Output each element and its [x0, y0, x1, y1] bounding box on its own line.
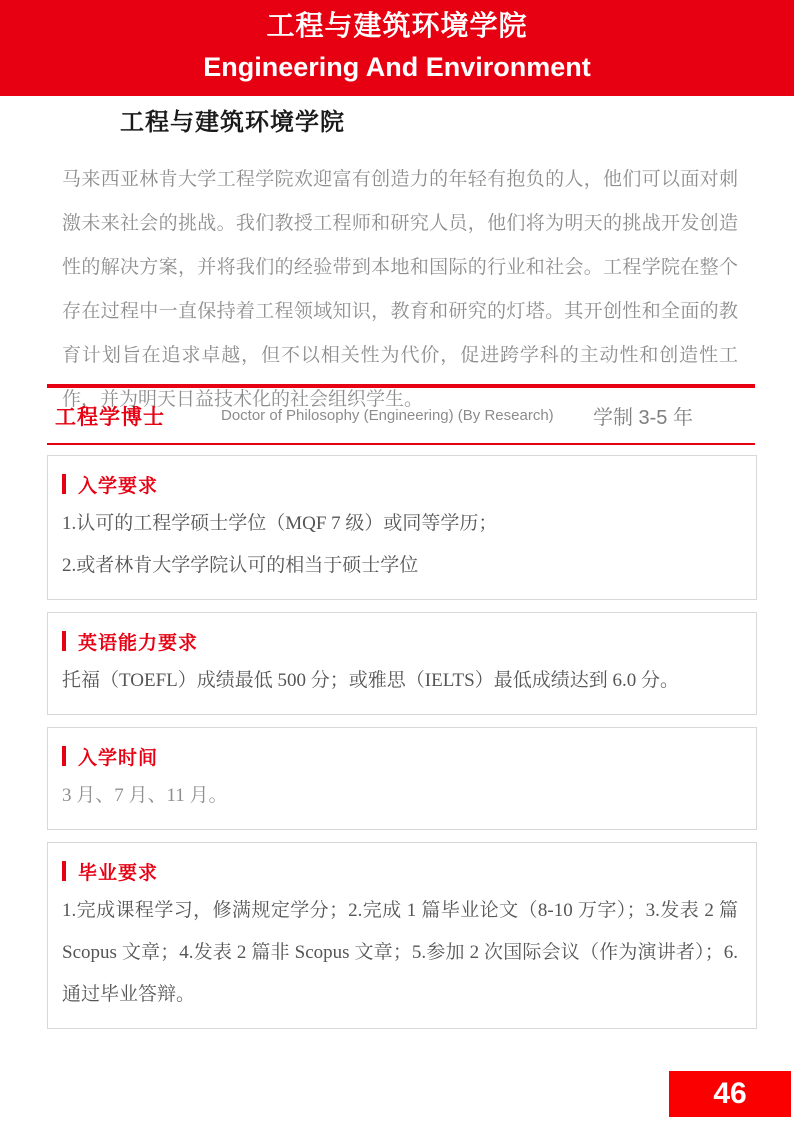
info-box-intake-dates	[47, 727, 757, 830]
program-header	[47, 384, 755, 445]
intake-dates-value: 3 月、7 月、11 月。	[62, 785, 228, 806]
faculty-title-zh: 工程与建筑环境学院	[266, 10, 528, 41]
box-heading-label: 入学时间	[78, 747, 159, 769]
requirement-item: 1.完成课程学习，修满规定学分；2.完成 1 篇毕业论文（8-10 万字）；3.发表 2 篇 Scopus 文章；4.发表 2 篇非 Scopus 文章；5.参加 2 次国际会议（作为演讲者）；6.通过毕业答辩。	[62, 900, 738, 1005]
info-box-admission-requirements	[47, 455, 757, 600]
box-heading-label: 毕业要求	[78, 862, 159, 884]
program-duration: 学制 3-5 年	[592, 407, 693, 429]
box-body	[62, 890, 738, 1016]
requirement-item: 2.或者林肯大学学院认可的相当于硕士学位	[62, 555, 419, 576]
program-name-zh: 工程学博士	[55, 405, 165, 429]
box-heading	[62, 856, 738, 886]
red-bar-marker	[62, 861, 66, 881]
page-header-banner	[0, 0, 794, 96]
red-bar-marker	[62, 474, 66, 494]
box-heading	[62, 626, 738, 656]
program-row	[47, 388, 755, 443]
page-number-badge	[669, 1071, 791, 1117]
info-box-graduation-requirements	[47, 842, 757, 1029]
box-heading	[62, 469, 738, 499]
requirement-item: 托福（TOEFL）成绩最低 500 分；或雅思（IELTS）最低成绩达到 6.0 分。	[62, 670, 679, 691]
program-name-en: Doctor of Philosophy (Engineering) (By Research)	[221, 407, 554, 424]
faculty-title-en: Engineering And Environment	[203, 52, 591, 82]
box-body	[62, 660, 738, 702]
box-body	[62, 503, 738, 587]
page-number: 46	[713, 1077, 747, 1110]
intro-paragraph: 马来西亚林肯大学工程学院欢迎富有创造力的年轻有抱负的人，他们可以面对刺激未来社会的挑战。我们教授工程师和研究人员，他们将为明天的挑战开发创造性的解决方案，并将我们的经验带到本地和国际的行业和社会。工程学院在整个存在过程中一直保持着工程领域知识，教育和研究的灯塔。其开创性和全面的教育计划旨在追求卓越，但不以相关性为代价，促进跨学科的主动性和创造性工作，并为明天日益技术化的社会组织学生。	[62, 169, 738, 410]
red-bar-marker	[62, 746, 66, 766]
info-boxes	[47, 455, 757, 1041]
box-heading-label: 入学要求	[78, 475, 159, 497]
box-heading	[62, 741, 738, 771]
red-bar-marker	[62, 631, 66, 651]
section-heading: 工程与建筑环境学院	[120, 109, 345, 136]
info-box-english-requirements	[47, 612, 757, 715]
box-body	[62, 775, 738, 817]
requirement-item: 1.认可的工程学硕士学位（MQF 7 级）或同等学历；	[62, 513, 498, 534]
box-heading-label: 英语能力要求	[78, 632, 199, 654]
